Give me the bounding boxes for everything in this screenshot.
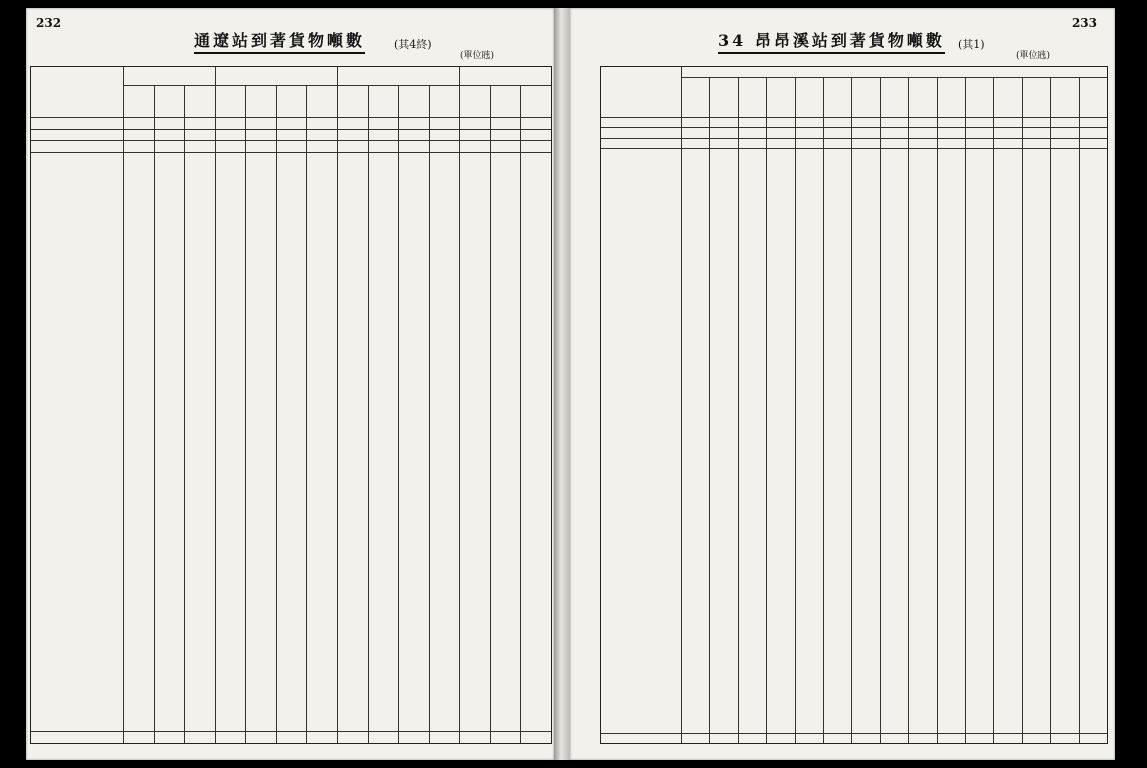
right-col-divider: [993, 77, 994, 743]
right-page-unit: (單位瓲): [1016, 51, 1051, 61]
right-col-divider: [965, 77, 966, 743]
left-col-divider: [306, 85, 307, 743]
left-col-divider: [429, 85, 430, 743]
left-row-divider: [31, 140, 551, 141]
left-col-divider: [245, 85, 246, 743]
right-col-divider: [880, 77, 881, 743]
right-row-divider: [601, 138, 1107, 139]
left-col-divider: [459, 85, 460, 743]
left-col-divider: [520, 85, 521, 743]
right-col-divider: [937, 77, 938, 743]
left-page: [26, 8, 554, 760]
left-group-divider: [123, 85, 551, 86]
right-col-divider: [823, 77, 824, 743]
left-row-divider: [31, 129, 551, 130]
left-col-divider: [276, 85, 277, 743]
right-title-text: 昂昂溪站到著貨物噸數: [754, 31, 945, 50]
right-row-divider: [601, 148, 1107, 149]
right-col-divider: [795, 77, 796, 743]
right-row-divider: [601, 127, 1107, 128]
left-col-divider: [184, 85, 185, 743]
right-data-table: [600, 66, 1108, 744]
left-page-number: 232: [36, 16, 62, 30]
right-group-divider: [681, 77, 1107, 78]
right-col-divider: [1022, 77, 1023, 743]
left-group-divider-v: [215, 67, 216, 85]
right-col-divider: [738, 77, 739, 743]
left-group-divider-v: [459, 67, 460, 85]
left-label-divider: [123, 67, 124, 743]
left-page-title: 通遼站到著貨物噸數: [194, 28, 365, 54]
left-col-divider: [368, 85, 369, 743]
right-page: [570, 8, 1115, 760]
left-page-unit: (單位瓲): [460, 51, 495, 61]
left-group-divider-v: [337, 67, 338, 85]
book-gutter: [554, 8, 570, 760]
left-col-divider: [337, 85, 338, 743]
right-col-divider: [1079, 77, 1080, 743]
right-label-divider: [681, 67, 682, 743]
right-col-divider: [709, 77, 710, 743]
left-col-divider: [154, 85, 155, 743]
right-page-title: [718, 28, 945, 54]
right-col-divider: [766, 77, 767, 743]
left-header-divider: [31, 117, 551, 118]
right-page-number: 233: [1071, 16, 1097, 30]
right-row-divider: [601, 733, 1107, 734]
left-col-divider: [490, 85, 491, 743]
right-title-number: 34: [718, 31, 747, 50]
left-data-table: [30, 66, 552, 744]
left-col-divider: [398, 85, 399, 743]
left-row-divider: [31, 152, 551, 153]
right-col-divider: [1050, 77, 1051, 743]
right-col-divider: [908, 77, 909, 743]
left-row-divider: [31, 731, 551, 732]
right-col-divider: [851, 77, 852, 743]
right-page-part: (其1): [958, 38, 985, 51]
right-header-divider: [601, 117, 1107, 118]
left-col-divider: [215, 85, 216, 743]
left-page-part: (其4終): [394, 38, 432, 51]
